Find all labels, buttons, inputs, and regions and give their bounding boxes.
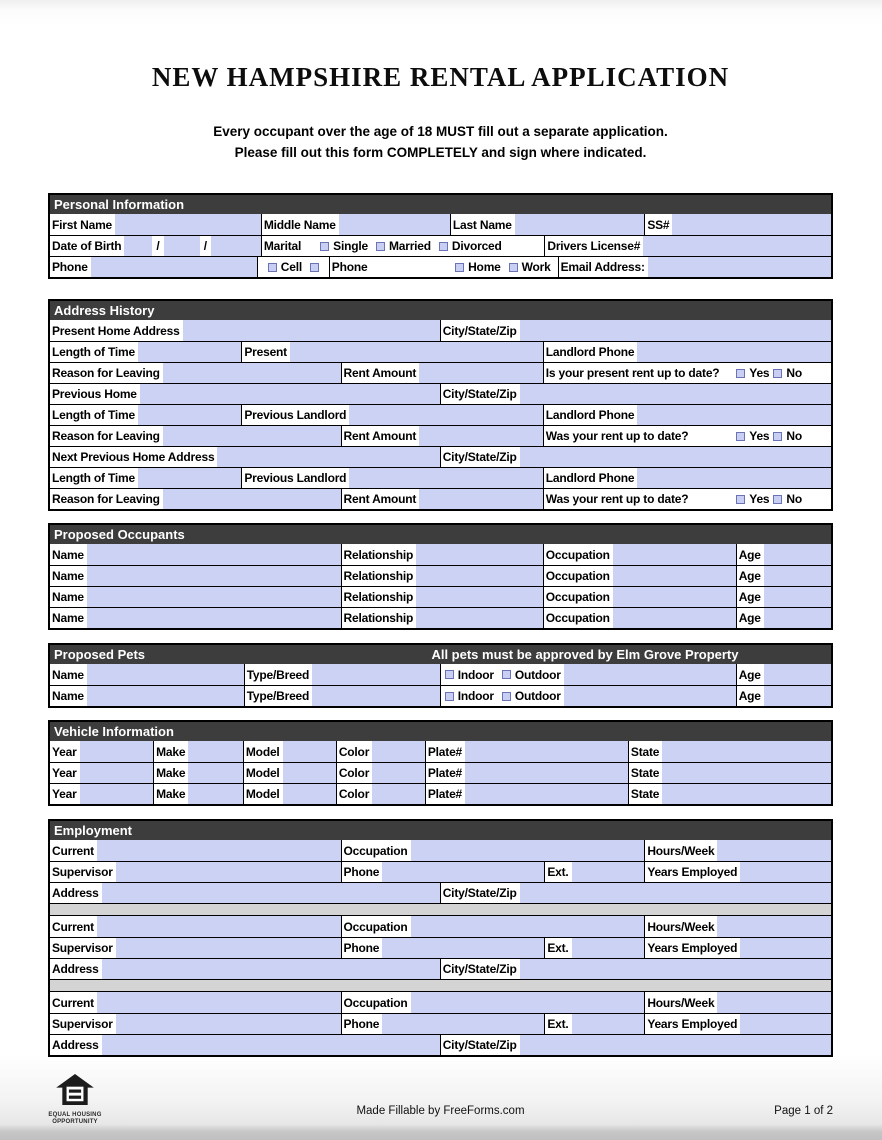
employer-occupation-input[interactable] bbox=[411, 916, 645, 937]
checkbox-no-label: No bbox=[786, 492, 802, 506]
section-proposed-occupants bbox=[48, 523, 833, 630]
made-fillable-text: Made Fillable by FreeForms.com bbox=[356, 1105, 525, 1117]
employment-row-current bbox=[50, 916, 831, 937]
employer-ext-label: Ext. bbox=[545, 862, 571, 882]
pets-approval-note: All pets must be approved by Elm Grove Property bbox=[431, 647, 739, 662]
pet-name-label: Name bbox=[50, 664, 87, 685]
checkbox-no[interactable] bbox=[773, 369, 782, 378]
checkbox-no[interactable] bbox=[773, 432, 782, 441]
pet-row bbox=[50, 664, 831, 685]
employer-phone-label: Phone bbox=[342, 1014, 383, 1034]
checkbox-yes[interactable] bbox=[736, 432, 745, 441]
checkbox-home-label: Home bbox=[468, 260, 501, 274]
vehicle-plate-label: Plate# bbox=[426, 741, 465, 762]
vehicle-model-label: Model bbox=[244, 741, 283, 762]
vehicle-make-label: Make bbox=[154, 741, 188, 762]
last-name-label: Last Name bbox=[451, 214, 515, 235]
pet-age-input[interactable] bbox=[764, 664, 831, 685]
section-address-history bbox=[48, 299, 833, 511]
pet-name-input[interactable] bbox=[87, 664, 244, 685]
employer-occupation-label: Occupation bbox=[342, 916, 411, 937]
employer-address-input[interactable] bbox=[102, 959, 440, 979]
reason-for-leaving-label: Reason for Leaving bbox=[50, 489, 163, 509]
address-row-reason-2 bbox=[50, 425, 831, 446]
section-header-vehicle-information bbox=[50, 722, 831, 741]
employment-row-address bbox=[50, 882, 831, 903]
pet-age-label: Age bbox=[737, 686, 764, 706]
employer-city-state-zip-input[interactable] bbox=[520, 1035, 831, 1055]
occupant-name-label: Name bbox=[50, 587, 87, 607]
first-name-input[interactable] bbox=[115, 214, 261, 235]
occupant-relationship-label: Relationship bbox=[342, 544, 417, 565]
employer-city-state-zip-input[interactable] bbox=[520, 959, 831, 979]
occupant-occupation-input[interactable] bbox=[613, 608, 736, 628]
checkbox-cell[interactable] bbox=[268, 263, 277, 272]
occupant-age-label: Age bbox=[737, 544, 764, 565]
landlord-phone-label: Landlord Phone bbox=[544, 468, 638, 488]
pet-row bbox=[50, 685, 831, 706]
checkbox-indoor[interactable] bbox=[445, 670, 454, 679]
first-name-label: First Name bbox=[50, 214, 115, 235]
section-header-proposed-occupants bbox=[50, 525, 831, 544]
vehicle-make-input[interactable] bbox=[188, 763, 243, 783]
address-row-next-previous-home bbox=[50, 446, 831, 467]
section-title: Proposed Pets bbox=[54, 647, 146, 662]
occupant-name-input[interactable] bbox=[87, 544, 341, 565]
employer-current-input[interactable] bbox=[97, 840, 341, 861]
instructions-line1: Every occupant over the age of 18 MUST fill out a separate application. bbox=[213, 124, 668, 139]
vehicle-make-label: Make bbox=[154, 763, 188, 783]
vehicle-color-input[interactable] bbox=[372, 763, 425, 783]
occupant-name-label: Name bbox=[50, 566, 87, 586]
city-state-zip-label: City/State/Zip bbox=[441, 447, 520, 467]
section-header-address-history bbox=[50, 301, 831, 320]
occupant-occupation-label: Occupation bbox=[544, 544, 613, 565]
instructions-line2: Please fill out this form COMPLETELY and sign where indicated. bbox=[234, 145, 647, 160]
checkbox-indoor-label: Indoor bbox=[457, 667, 494, 682]
previous-home-input[interactable] bbox=[140, 384, 440, 404]
section-title: Address History bbox=[54, 303, 155, 318]
vehicle-plate-input[interactable] bbox=[465, 763, 628, 783]
occupant-age-input[interactable] bbox=[764, 544, 831, 565]
occupant-row bbox=[50, 586, 831, 607]
address-row-length-present bbox=[50, 341, 831, 362]
section-title: Proposed Occupants bbox=[54, 527, 185, 542]
vehicle-row bbox=[50, 783, 831, 804]
rent-amount-input[interactable] bbox=[419, 426, 543, 446]
employer-ext-input[interactable] bbox=[572, 1014, 645, 1034]
phone-input[interactable] bbox=[91, 257, 257, 277]
middle-name-label: Middle Name bbox=[262, 214, 339, 235]
pet-name-label: Name bbox=[50, 686, 87, 706]
occupant-age-label: Age bbox=[737, 587, 764, 607]
employer-ext-label: Ext. bbox=[545, 1014, 571, 1034]
landlord-phone-label: Landlord Phone bbox=[544, 342, 638, 362]
vehicle-make-input[interactable] bbox=[188, 784, 243, 804]
employer-years-employed-label: Years Employed bbox=[645, 938, 740, 958]
employer-years-employed-label: Years Employed bbox=[645, 862, 740, 882]
address-row-previous-home bbox=[50, 383, 831, 404]
section-vehicle-information bbox=[48, 720, 833, 806]
pet-age-label: Age bbox=[737, 664, 764, 685]
employer-supervisor-label: Supervisor bbox=[50, 1014, 116, 1034]
occupant-relationship-input[interactable] bbox=[416, 544, 543, 565]
next-previous-home-address-label: Next Previous Home Address bbox=[50, 447, 217, 467]
middle-name-input[interactable] bbox=[339, 214, 450, 235]
reason-for-leaving-label: Reason for Leaving bbox=[50, 426, 163, 446]
employment-divider bbox=[50, 903, 831, 916]
employer-ext-input[interactable] bbox=[572, 938, 645, 958]
checkbox-no-label: No bbox=[786, 429, 802, 443]
employer-hours-week-input[interactable] bbox=[717, 992, 831, 1013]
vehicle-model-input[interactable] bbox=[283, 784, 336, 804]
checkbox-home[interactable] bbox=[455, 263, 464, 272]
drivers-license-label: Drivers License# bbox=[545, 236, 643, 256]
employment-row-supervisor bbox=[50, 861, 831, 882]
dob-separator: / bbox=[200, 236, 211, 256]
employer-phone-input[interactable] bbox=[382, 938, 544, 958]
occupant-relationship-input[interactable] bbox=[416, 566, 543, 586]
employer-address-input[interactable] bbox=[102, 1035, 440, 1055]
section-title: Vehicle Information bbox=[54, 724, 174, 739]
occupant-age-input[interactable] bbox=[764, 587, 831, 607]
section-title: Employment bbox=[54, 823, 133, 838]
employer-years-employed-label: Years Employed bbox=[645, 1014, 740, 1034]
vehicle-plate-input[interactable] bbox=[465, 741, 628, 762]
employer-years-employed-input[interactable] bbox=[740, 1014, 831, 1034]
checkbox-indoor[interactable] bbox=[445, 692, 454, 701]
previous-landlord-label: Previous Landlord bbox=[242, 468, 349, 488]
employer-current-label: Current bbox=[50, 840, 97, 861]
equal-housing-caption-line1: EQUAL HOUSING bbox=[48, 1112, 102, 1118]
present-rent-question: Is your present rent up to date? bbox=[545, 366, 720, 380]
employer-city-state-zip-label: City/State/Zip bbox=[441, 1035, 520, 1055]
address-row-length-next-previous bbox=[50, 467, 831, 488]
checkbox-divorced[interactable] bbox=[439, 242, 448, 251]
employment-row-current bbox=[50, 840, 831, 861]
vehicle-color-input[interactable] bbox=[372, 784, 425, 804]
page-title: NEW HAMPSHIRE RENTAL APPLICATION bbox=[151, 62, 730, 92]
checkbox-outdoor-label: Outdoor bbox=[514, 667, 561, 682]
present-landlord-input[interactable] bbox=[290, 342, 543, 362]
landlord-phone-input[interactable] bbox=[637, 468, 831, 488]
phone2-label: Phone bbox=[330, 257, 371, 277]
checkbox-married[interactable] bbox=[376, 242, 385, 251]
rent-amount-label: Rent Amount bbox=[342, 426, 420, 446]
vehicle-make-input[interactable] bbox=[188, 741, 243, 762]
present-home-address-label: Present Home Address bbox=[50, 320, 183, 341]
occupant-name-input[interactable] bbox=[87, 608, 341, 628]
employer-city-state-zip-label: City/State/Zip bbox=[441, 959, 520, 979]
occupant-age-input[interactable] bbox=[764, 608, 831, 628]
checkbox-yes[interactable] bbox=[736, 369, 745, 378]
employer-occupation-label: Occupation bbox=[342, 992, 411, 1013]
address-row-reason-3 bbox=[50, 488, 831, 509]
vehicle-model-input[interactable] bbox=[283, 741, 336, 762]
employer-supervisor-label: Supervisor bbox=[50, 938, 116, 958]
checkbox-outdoor[interactable] bbox=[502, 670, 511, 679]
employer-supervisor-label: Supervisor bbox=[50, 862, 116, 882]
employer-ext-input[interactable] bbox=[572, 862, 645, 882]
dob-day-input[interactable] bbox=[164, 236, 200, 256]
vehicle-state-input[interactable] bbox=[662, 784, 831, 804]
vehicle-state-label: State bbox=[629, 784, 662, 804]
vehicle-model-label: Model bbox=[244, 784, 283, 804]
employer-address-label: Address bbox=[50, 883, 102, 903]
occupant-age-input[interactable] bbox=[764, 566, 831, 586]
employment-divider bbox=[50, 979, 831, 992]
employer-current-label: Current bbox=[50, 992, 97, 1013]
employment-row-address bbox=[50, 958, 831, 979]
landlord-phone-input[interactable] bbox=[637, 342, 831, 362]
employer-hours-week-label: Hours/Week bbox=[645, 840, 717, 861]
checkbox-cell-label: Cell bbox=[280, 260, 302, 274]
length-of-time-label: Length of Time bbox=[50, 468, 138, 488]
page-footer bbox=[48, 1072, 833, 1134]
address-row-reason-1 bbox=[50, 362, 831, 383]
occupant-age-label: Age bbox=[737, 608, 764, 628]
instructions bbox=[48, 121, 833, 163]
employer-phone-label: Phone bbox=[342, 938, 383, 958]
occupant-row bbox=[50, 544, 831, 565]
pet-location-input[interactable] bbox=[564, 686, 736, 706]
vehicle-plate-input[interactable] bbox=[465, 784, 628, 804]
employment-row-supervisor bbox=[50, 937, 831, 958]
present-home-address-input[interactable] bbox=[183, 320, 440, 341]
previous-landlord-input[interactable] bbox=[349, 405, 543, 425]
occupant-name-label: Name bbox=[50, 608, 87, 628]
employer-hours-week-label: Hours/Week bbox=[645, 992, 717, 1013]
employer-phone-input[interactable] bbox=[382, 1014, 544, 1034]
reason-for-leaving-label: Reason for Leaving bbox=[50, 363, 163, 383]
employer-current-input[interactable] bbox=[97, 916, 341, 937]
occupant-occupation-label: Occupation bbox=[544, 587, 613, 607]
employer-hours-week-input[interactable] bbox=[717, 840, 831, 861]
vehicle-model-input[interactable] bbox=[283, 763, 336, 783]
checkbox-single-label: Single bbox=[333, 239, 368, 253]
phone-label: Phone bbox=[50, 257, 91, 277]
length-of-time-input[interactable] bbox=[138, 468, 241, 488]
employer-ext-label: Ext. bbox=[545, 938, 571, 958]
address-row-length-previous bbox=[50, 404, 831, 425]
occupant-relationship-input[interactable] bbox=[416, 587, 543, 607]
vehicle-year-input[interactable] bbox=[80, 741, 154, 762]
vehicle-state-label: State bbox=[629, 763, 662, 783]
employer-supervisor-input[interactable] bbox=[116, 1014, 341, 1034]
checkbox-married-label: Married bbox=[388, 239, 431, 253]
personal-row-names bbox=[50, 214, 831, 235]
employer-address-label: Address bbox=[50, 1035, 102, 1055]
occupant-occupation-label: Occupation bbox=[544, 566, 613, 586]
equal-housing-logo bbox=[44, 1074, 106, 1126]
ssn-label: SS# bbox=[645, 214, 672, 235]
occupant-occupation-input[interactable] bbox=[613, 544, 736, 565]
personal-row-phones bbox=[50, 256, 831, 277]
checkbox-work-label: Work bbox=[521, 260, 551, 274]
city-state-zip-label: City/State/Zip bbox=[441, 320, 520, 341]
employer-supervisor-input[interactable] bbox=[116, 862, 341, 882]
dob-separator: / bbox=[152, 236, 163, 256]
reason-for-leaving-input[interactable] bbox=[163, 489, 341, 509]
checkbox-yes-label: Yes bbox=[749, 492, 770, 506]
dob-month-input[interactable] bbox=[124, 236, 152, 256]
vehicle-model-label: Model bbox=[244, 763, 283, 783]
vehicle-state-input[interactable] bbox=[662, 763, 831, 783]
checkbox-indoor-label: Indoor bbox=[457, 689, 494, 703]
occupant-name-label: Name bbox=[50, 544, 87, 565]
vehicle-year-label: Year bbox=[50, 763, 80, 783]
rent-amount-label: Rent Amount bbox=[342, 489, 420, 509]
email-input[interactable] bbox=[648, 257, 831, 277]
vehicle-state-input[interactable] bbox=[662, 741, 831, 762]
employer-current-label: Current bbox=[50, 916, 97, 937]
city-state-zip-input[interactable] bbox=[520, 447, 831, 467]
pet-type-breed-label: Type/Breed bbox=[245, 664, 312, 685]
city-state-zip-label: City/State/Zip bbox=[441, 384, 520, 404]
rent-amount-label: Rent Amount bbox=[342, 363, 420, 383]
employment-row-current bbox=[50, 992, 831, 1013]
vehicle-plate-label: Plate# bbox=[426, 763, 465, 783]
vehicle-year-label: Year bbox=[50, 741, 80, 762]
employer-years-employed-input[interactable] bbox=[740, 862, 831, 882]
employment-row-supervisor bbox=[50, 1013, 831, 1034]
occupant-relationship-label: Relationship bbox=[342, 587, 417, 607]
employer-hours-week-label: Hours/Week bbox=[645, 916, 717, 937]
employer-city-state-zip-input[interactable] bbox=[520, 883, 831, 903]
employer-city-state-zip-label: City/State/Zip bbox=[441, 883, 520, 903]
length-of-time-label: Length of Time bbox=[50, 342, 138, 362]
checkbox-yes-label: Yes bbox=[749, 366, 770, 380]
email-label: Email Address: bbox=[559, 257, 648, 277]
section-personal-information bbox=[48, 193, 833, 279]
landlord-phone-label: Landlord Phone bbox=[544, 405, 638, 425]
vehicle-row bbox=[50, 741, 831, 762]
employer-occupation-label: Occupation bbox=[342, 840, 411, 861]
marital-label: Marital bbox=[262, 236, 304, 256]
checkbox-work[interactable] bbox=[509, 263, 518, 272]
occupant-relationship-label: Relationship bbox=[342, 566, 417, 586]
checkbox-no-label: No bbox=[786, 366, 802, 380]
employer-address-label: Address bbox=[50, 959, 102, 979]
reason-for-leaving-input[interactable] bbox=[163, 426, 341, 446]
occupant-occupation-input[interactable] bbox=[613, 566, 736, 586]
employment-row-address bbox=[50, 1034, 831, 1055]
vehicle-color-label: Color bbox=[337, 763, 372, 783]
employer-phone-input[interactable] bbox=[382, 862, 544, 882]
dob-label: Date of Birth bbox=[50, 236, 124, 256]
occupant-occupation-input[interactable] bbox=[613, 587, 736, 607]
city-state-zip-input[interactable] bbox=[520, 320, 831, 341]
rent-question: Was your rent up to date? bbox=[545, 492, 689, 506]
employer-address-input[interactable] bbox=[102, 883, 440, 903]
personal-row-dob-marital bbox=[50, 235, 831, 256]
section-employment bbox=[48, 819, 833, 1057]
equal-housing-house-icon bbox=[56, 1074, 94, 1105]
present-landlord-label: Present bbox=[242, 342, 290, 362]
occupant-relationship-label: Relationship bbox=[342, 608, 417, 628]
occupant-occupation-label: Occupation bbox=[544, 608, 613, 628]
employer-hours-week-input[interactable] bbox=[717, 916, 831, 937]
vehicle-state-label: State bbox=[629, 741, 662, 762]
section-header-personal-information bbox=[50, 195, 831, 214]
dob-year-input[interactable] bbox=[211, 236, 261, 256]
employer-current-input[interactable] bbox=[97, 992, 341, 1013]
occupant-name-input[interactable] bbox=[87, 566, 341, 586]
ssn-input[interactable] bbox=[672, 214, 831, 235]
checkbox-outdoor-label: Outdoor bbox=[514, 689, 561, 703]
vehicle-row bbox=[50, 762, 831, 783]
vehicle-year-input[interactable] bbox=[80, 763, 154, 783]
length-of-time-input[interactable] bbox=[138, 342, 241, 362]
checkbox-no[interactable] bbox=[773, 495, 782, 504]
checkbox-outdoor[interactable] bbox=[502, 692, 511, 701]
employer-years-employed-input[interactable] bbox=[740, 938, 831, 958]
employer-phone-label: Phone bbox=[342, 862, 383, 882]
drivers-license-input[interactable] bbox=[643, 236, 831, 256]
occupant-relationship-input[interactable] bbox=[416, 608, 543, 628]
employer-supervisor-input[interactable] bbox=[116, 938, 341, 958]
employer-occupation-input[interactable] bbox=[411, 840, 645, 861]
address-row-present-home bbox=[50, 320, 831, 341]
pet-type-breed-label: Type/Breed bbox=[245, 686, 312, 706]
section-header-proposed-pets bbox=[50, 645, 831, 664]
pet-age-input[interactable] bbox=[764, 686, 831, 706]
checkbox-yes[interactable] bbox=[736, 495, 745, 504]
section-title: Personal Information bbox=[54, 197, 185, 212]
vehicle-plate-label: Plate# bbox=[426, 784, 465, 804]
checkbox-cell-extra[interactable] bbox=[310, 263, 319, 272]
length-of-time-input[interactable] bbox=[138, 405, 241, 425]
occupant-name-input[interactable] bbox=[87, 587, 341, 607]
pet-name-input[interactable] bbox=[87, 686, 244, 706]
vehicle-color-input[interactable] bbox=[372, 741, 425, 762]
rent-amount-input[interactable] bbox=[419, 363, 543, 383]
occupant-row bbox=[50, 565, 831, 586]
previous-home-label: Previous Home bbox=[50, 384, 140, 404]
employer-occupation-input[interactable] bbox=[411, 992, 645, 1013]
occupant-age-label: Age bbox=[737, 566, 764, 586]
occupant-row bbox=[50, 607, 831, 628]
previous-landlord-input[interactable] bbox=[349, 468, 543, 488]
vehicle-year-label: Year bbox=[50, 784, 80, 804]
city-state-zip-input[interactable] bbox=[520, 384, 831, 404]
checkbox-divorced-label: Divorced bbox=[451, 239, 502, 253]
previous-landlord-label: Previous Landlord bbox=[242, 405, 349, 425]
page-indicator: Page 1 of 2 bbox=[774, 1105, 833, 1117]
pet-location-input[interactable] bbox=[564, 664, 736, 685]
checkbox-single[interactable] bbox=[320, 242, 329, 251]
section-proposed-pets bbox=[48, 643, 833, 708]
pet-type-breed-input[interactable] bbox=[312, 664, 440, 685]
section-header-employment bbox=[50, 821, 831, 840]
pet-type-breed-input[interactable] bbox=[312, 686, 440, 706]
landlord-phone-input[interactable] bbox=[637, 405, 831, 425]
last-name-input[interactable] bbox=[515, 214, 645, 235]
vehicle-color-label: Color bbox=[337, 741, 372, 762]
length-of-time-label: Length of Time bbox=[50, 405, 138, 425]
reason-for-leaving-input[interactable] bbox=[163, 363, 341, 383]
next-previous-home-address-input[interactable] bbox=[217, 447, 439, 467]
rent-amount-input[interactable] bbox=[419, 489, 543, 509]
vehicle-color-label: Color bbox=[337, 784, 372, 804]
checkbox-yes-label: Yes bbox=[749, 429, 770, 443]
equal-housing-caption-line2: OPPORTUNITY bbox=[52, 1119, 98, 1125]
rent-question: Was your rent up to date? bbox=[545, 429, 689, 443]
vehicle-make-label: Make bbox=[154, 784, 188, 804]
vehicle-year-input[interactable] bbox=[80, 784, 154, 804]
